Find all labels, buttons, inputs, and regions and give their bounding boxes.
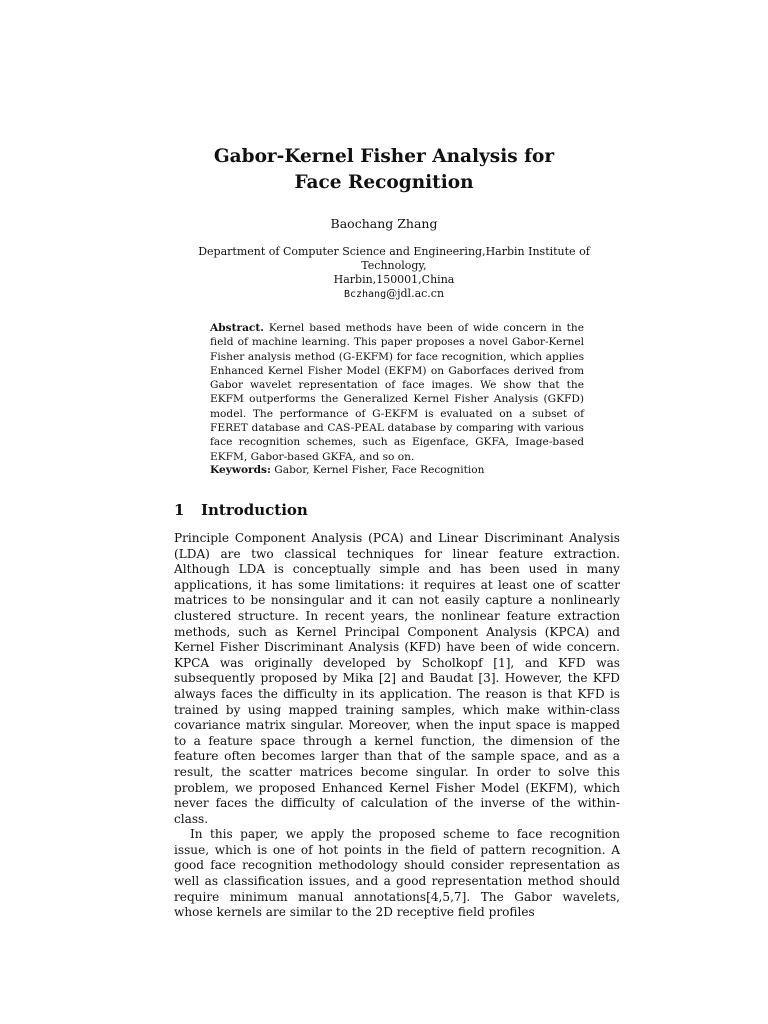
body-paragraph-2: In this paper, we apply the proposed scheme to face recognition issue, which is one of hot points in the field of pattern recognition. A good face recognition methodology should consider representation as well as classification issues, and a good representation method should require minimum manual annotations[4,5,7]. The Gabor wavelets, whose kernels are similar to the 2D receptive field profiles: [174, 827, 620, 920]
section-title: Introduction: [201, 501, 308, 519]
keywords-text: Gabor, Kernel Fisher, Face Recognition: [274, 464, 485, 476]
abstract-text: Kernel based methods have been of wide concern in the field of machine learning. This paper proposes a novel Gabor-Kernel Fisher analysis method (G-EKFM) for face recognition, which applies Enhanced Kernel Fisher Model (EKFM) on Gaborfaces derived from Gabor wavelet representation of face images. We show that the EKFM outperforms the Generalized Kernel Fisher Analysis (GKFD) model. The performance of G-EKFM is evaluated on a subset of FERET database and CAS-PEAL database by comparing with various face recognition schemes, such as Eigenface, GKFA, Image-based EKFM, Gabor-based GKFA, and so on.: [210, 322, 584, 463]
section-number: 1: [174, 501, 185, 519]
affiliation-line-2: Harbin,150001,China: [333, 273, 455, 286]
author-name: Baochang Zhang: [330, 216, 438, 231]
email-domain: @jdl.ac.cn: [386, 287, 445, 300]
paper-title: Gabor-Kernel Fisher Analysis for Face Recognition: [213, 146, 555, 193]
keywords-label: Keywords:: [210, 464, 271, 476]
affiliation-line-1: Department of Computer Science and Engineering,Harbin Institute of Technology,: [198, 245, 590, 272]
body-paragraph-1: Principle Component Analysis (PCA) and Linear Discriminant Analysis (LDA) are two classical techniques for linear feature extraction. Although LDA is conceptually simple and has been used in many applications, it has some limitations: it requires at least one of scatter matrices to be nonsingular and it can not easily capture a nonlinearly clustered structure. In recent years, the nonlinear feature extraction methods, such as Kernel Principal Component Analysis (KPCA) and Kernel Fisher Discriminant Analysis (KFD) have been of wide concern. KPCA was originally developed by Scholkopf [1], and KFD was subsequently proposed by Mika [2] and Baudat [3]. However, the KFD always faces the difficulty in its application. The reason is that KFD is trained by using mapped training samples, which make within-class covariance matrix singular. Moreover, when the input space is mapped to a feature space through a kernel function, the dimension of the feature often becomes larger than that of the sample space, and as a result, the scatter matrices become singular. In order to solve this problem, we proposed Enhanced Kernel Fisher Model (EKFM), which never faces the difficulty of calculation of the inverse of the within-class.: [174, 531, 620, 826]
affiliation: [174, 245, 614, 302]
abstract: [210, 321, 584, 464]
section-heading: [174, 501, 308, 519]
abstract-label: Abstract.: [210, 322, 264, 334]
section-body: [174, 531, 620, 921]
keywords: [210, 463, 584, 477]
author-email[interactable]: [174, 287, 614, 302]
email-user: Bczhang: [343, 289, 387, 300]
